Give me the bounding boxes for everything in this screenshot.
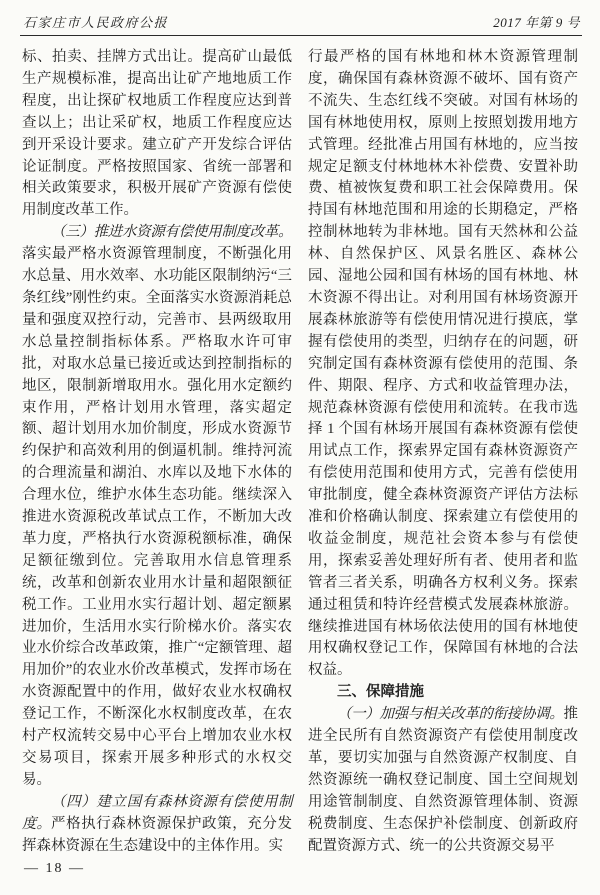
- right-column: [308, 47, 578, 858]
- issue-number: 2017 年第 9 号: [493, 15, 580, 30]
- paragraph-forest-resources: [22, 792, 292, 858]
- paragraph-water-resources: [22, 222, 292, 792]
- paragraph-mineral-rights: [22, 47, 292, 222]
- page-header: [23, 12, 580, 31]
- header-rule: [20, 35, 582, 36]
- text-columns: [22, 47, 578, 858]
- paragraph-heading: （一）加强与相关改革的衔接协调。: [337, 706, 564, 723]
- paragraph-heading: （三）推进水资源有偿使用制度改革。: [51, 224, 292, 241]
- paragraph-text: 推进全民所有自然资源资产有偿使用制度改革，要切实加强与自然资源产权制度、自然资源统一确权登记制度、国土空间规划用途管制制度、自然资源管理体制、资源税费制度、生态保护补偿制度、创新政府配置资源方式、统一的公共资源交易平: [308, 706, 578, 854]
- paragraph-forest-management: [308, 47, 578, 682]
- page-number: — 18 —: [24, 861, 85, 876]
- paragraph-text: 严格执行森林资源保护政策，充分发挥森林资源在生态建设中的主体作用。实: [22, 815, 292, 854]
- paragraph-text: 落实最严格水资源管理制度，不断强化用水总量、用水效率、水功能区限制纳污“三条红线”刚性约束。全面落实水资源消耗总量和强度双控行动，完善市、县两级取用水总量控制指标体系。严格取水许可审批，对取水总量已接近或达到控制指标的地区，限制新增取用水。强化用水定额约束作用，严格计划用水管理，落实超定额、超计划用水加价制度，形成水资源节约保护和高效利用的倒逼机制。维持河流的合理流量和湖泊、水库以及地下水体的合理水位，维护水体生态功能。继续深入推进水资源税改革试点工作，不断加大改革力度，严格执行水资源税额标准，确保足额征缴到位。完善取用水信息管理系统，改革和创新农业用水计量和超限额征税工作。工业用水实行超计划、超定额累进加价，生活用水实行阶梯水价。落实农业水价综合改革政策，推广“定额管理、超用加价”的农业水价改革模式，发挥市场在水资源配置中的作用，做好农业水权确权登记工作，不断深化水权制度改革，在农村产权流转交易中心平台上增加农业水权交易项目，探索开展多种形式的水权交易。: [22, 246, 292, 788]
- section-heading-text: 三、保障措施: [337, 684, 424, 701]
- gazette-title: 石家庄市人民政府公报: [23, 15, 169, 30]
- paragraph-heading: （四）建立国有森林资源有偿使用制度。: [22, 793, 292, 832]
- paragraph-text: 标、拍卖、挂牌方式出让。提高矿山最低生产规模标准，提高出让矿产地地质工作程度，出让探矿权地质工作程度应达到普查以上；出让采矿权，地质工作程度应达到开采设计要求。建立矿产开发综合评估论证制度。严格按照国家、省统一部署和相关政策要求，积极开展矿产资源有偿使用制度改革工作。: [22, 49, 292, 219]
- paragraph-reform-coordination: [308, 704, 578, 857]
- left-column: [22, 47, 292, 858]
- paragraph-text: 行最严格的国有林地和林木资源管理制度，确保国有森林资源不破坏、国有资产不流失、生态红线不突破。对国有林场的国有林地使用权，原则上按照划拨用地方式管理。经批准占用国有林地的，应当按规定足额支付林地林木补偿费、安置补助费、植被恢复费和职工社会保障费用。保持国有林地范围和用途的长期稳定，严格控制林地转为非林地。国有天然林和公益林、自然保护区、风景名胜区、森林公园、湿地公园和国有林场的国有林地、林木资源不得出让。对利用国有林场资源开展森林旅游等有偿使用情况进行摸底，掌握有偿使用的类型，归纳存在的问题，研究制定国有森林资源有偿使用的范围、条件、期限、程序、方式和收益管理办法，规范森林资源有偿使用和流转。在我市选择 1 个国有林场开展国有森林资源有偿使用试点工作，探索界定国有森林资源资产有偿使用范围和使用方式，完善有偿使用审批制度，健全森林资源资产评估方法标准和价格确认制度、探索建立有偿使用的收益金制度，规范社会资本参与有偿使用，探索妥善处理好所有者、使用者和监管者三者关系，明确各方权利义务。探索通过租赁和特许经营模式发展森林旅游。继续推进国有林场依法使用的国有林地使用权确权登记工作，保障国有林地的合法权益。: [308, 49, 578, 679]
- section-heading-safeguards: [308, 682, 578, 704]
